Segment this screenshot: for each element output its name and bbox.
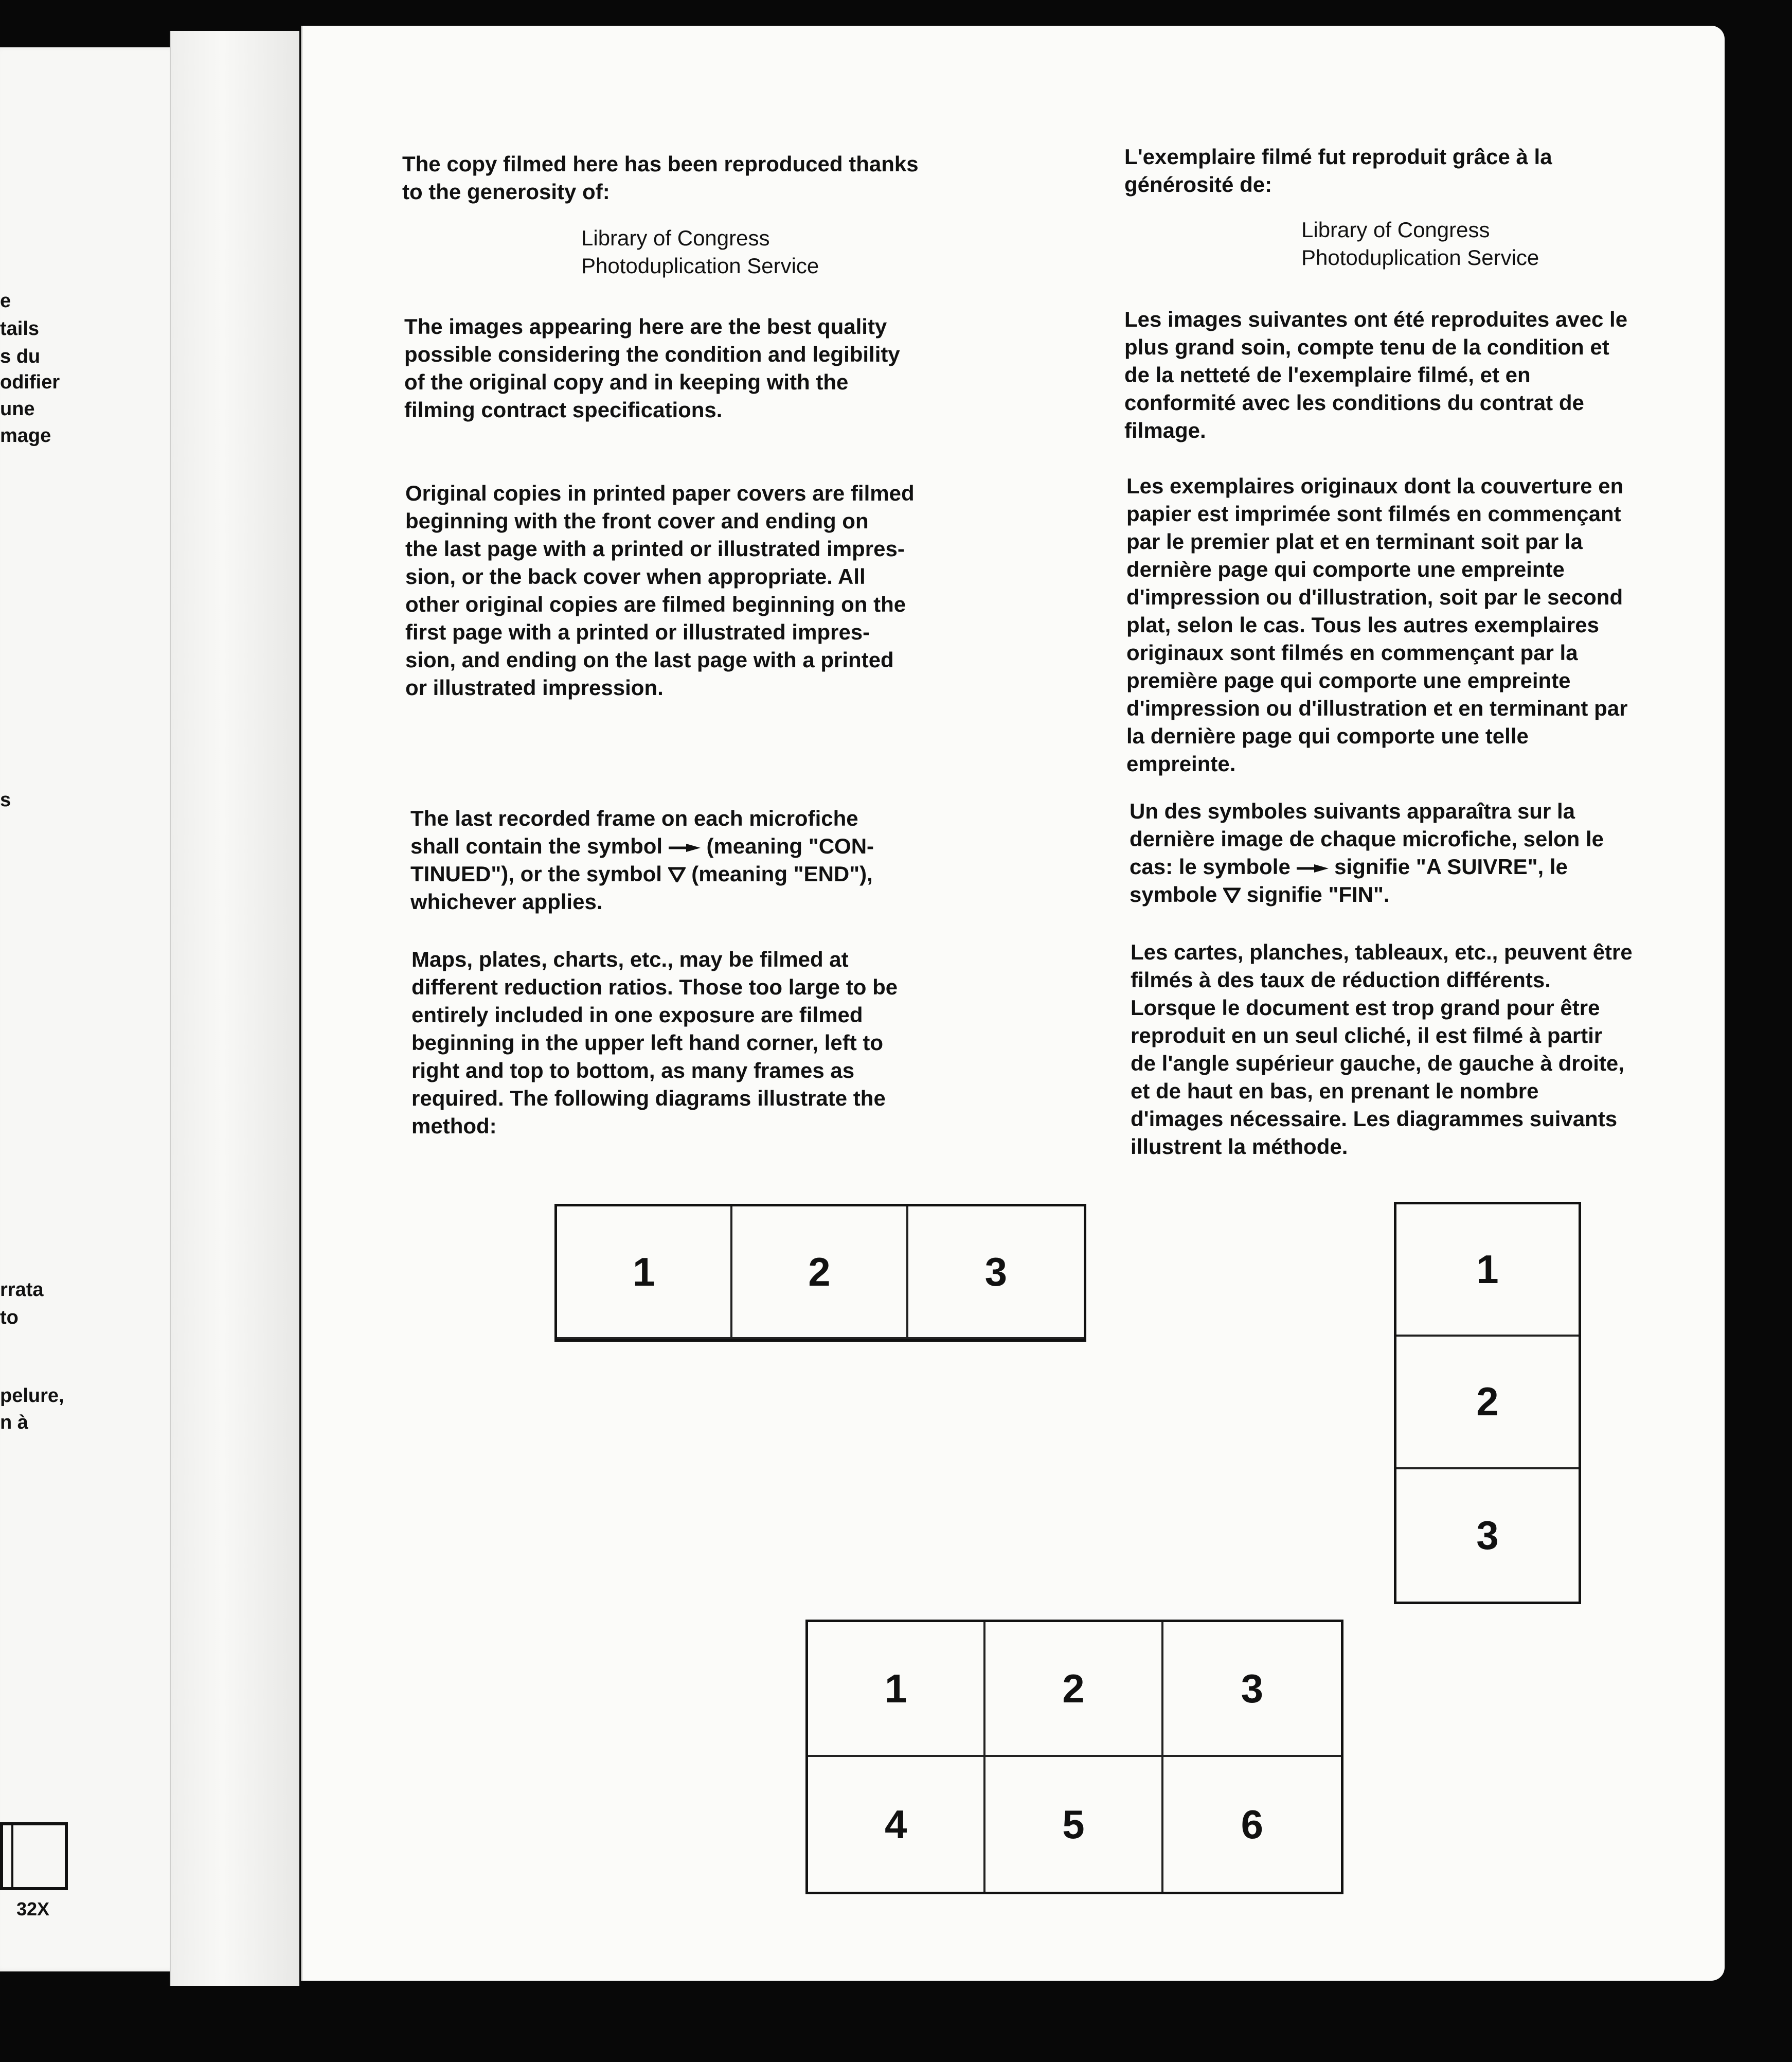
end-triangle-icon [668,867,686,882]
reduction-scale-box [0,1822,68,1890]
english-quality-paragraph: The images appearing here are the best quality possible considering the condition and legibility of the original copy and in keeping with the filming contract specifications. [404,314,900,422]
english-institution: Library of Congress Photoduplication Service [581,226,819,278]
reduction-scale-label: 32X [16,1898,50,1919]
frame-cell: 6 [1241,1801,1264,1847]
margin-fragment: s [0,789,11,811]
french-quality-paragraph: Les images suivantes ont été reproduites avec le plus grand soin, compte tenu de la condition et de la netteté de l'exemplaire filmé, et en conformité avec les conditions du contrat de filmage. [1124,307,1628,442]
frame-cell: 3 [1476,1512,1499,1558]
frame-cell: 4 [808,1757,985,1892]
margin-fragment: mage [0,425,51,447]
frame-cell: 2 [985,1622,1163,1757]
margin-fragment: odifier [0,371,60,393]
french-symbols-paragraph: Un des symboles suivants apparaîtra sur la dernière image de chaque microfiche, selon le cas: le symbole signifie "A SUIVRE", le symbole signifie "FIN". [1130,799,1604,906]
page-gutter [170,31,299,1986]
frame-cell: 1 [557,1206,732,1339]
margin-fragment: to [0,1307,19,1328]
margin-fragment: s du [0,346,41,367]
english-frame-paragraph: The last recorded frame on each microfiche shall contain the symbol (meaning "CON- TINUED"), or the symbol (meaning "END"), whichever applies. [410,806,874,914]
margin-fragment: e [0,290,11,312]
margin-fragment: une [0,398,35,420]
frame-cell: 5 [985,1757,1163,1892]
english-covers-paragraph: Original copies in printed paper covers are filmed beginning with the front cover and ending on the last page with a printed or illustrated impres- sion, or the back cover when appropriate. All other original copies are filmed beginning on the first page with a printed or illustrated impres- sion, and ending on the last page with a printed or illustrated impression. [405,481,915,700]
fin-triangle-icon [1223,887,1241,903]
frame-cell: 2 [1396,1337,1579,1469]
margin-fragment: tails [0,318,40,340]
english-maps-paragraph: Maps, plates, charts, etc., may be filmed at different reduction ratios. Those too large to be entirely included in one exposure are filmed beginning in the upper left hand corner, left to right and top to bottom, as many frames as required. The following diagrams illustrate the method: [411,947,898,1138]
suivre-arrow-icon [1297,863,1329,874]
margin-fragment: n à [0,1412,28,1433]
french-institution: Library of Congress Photoduplication Service [1301,218,1539,270]
english-intro: The copy filmed here has been reproduced thanks to the generosity of: [402,152,919,204]
continued-arrow-icon [669,843,701,853]
diagram-vertical [1394,1202,1581,1604]
frame-cell: 1 [808,1622,985,1757]
frame-cell: 1 [1396,1204,1579,1337]
french-covers-paragraph: Les exemplaires originaux dont la couverture en papier est imprimée sont filmés en commençant par le premier plat et en terminant soit par la dernière page qui comporte une empreinte d'impression ou d'illustration, soit par le second plat, selon le cas. Tous les autres exemplaires originaux sont filmés en commençant par la première page qui comporte une empreinte d'impression ou d'illustration et en terminant par la dernière page qui comporte une telle empreinte. [1126,474,1628,776]
margin-fragment: rrata [0,1279,44,1301]
french-intro: L'exemplaire filmé fut reproduit grâce à la générosité de: [1124,145,1552,197]
frame-cell: 3 [908,1206,1084,1339]
frame-cell: 2 [732,1206,908,1339]
left-bleed-sheet [0,47,177,1971]
diagram-horizontal [554,1204,1086,1342]
frame-cell: 3 [1163,1622,1341,1757]
french-maps-paragraph: Les cartes, planches, tableaux, etc., peuvent être filmés à des taux de réduction différents. Lorsque le document est trop grand pour être reproduit en un seul cliché, il est filmé à partir de l'angle supérieur gauche, de gauche à droite, et de haut en bas, en prenant le nombre d'images nécessaire. Les diagrammes suivants illustrent la méthode. [1131,940,1633,1159]
margin-fragment: pelure, [0,1385,64,1407]
diagram-grid [805,1620,1343,1894]
